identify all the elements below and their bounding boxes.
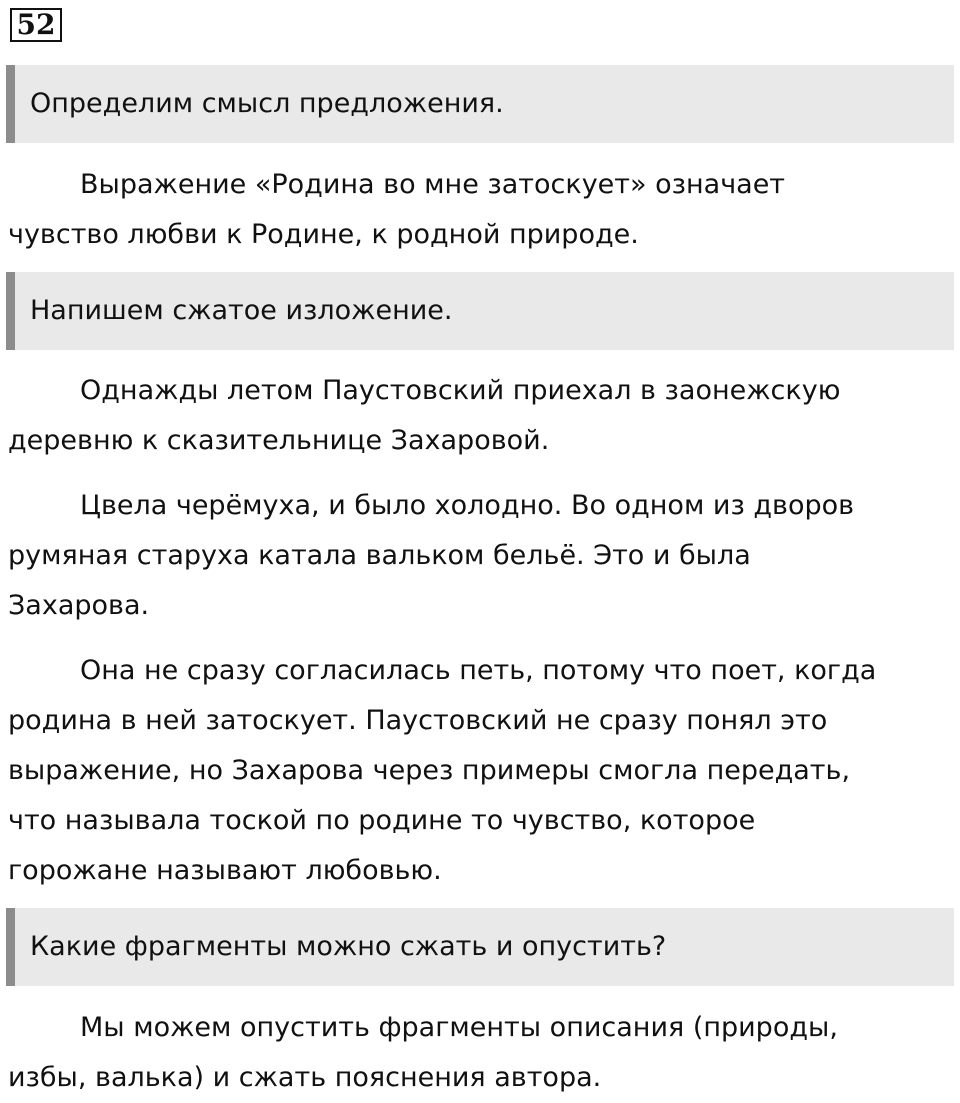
task-number-box <box>10 8 62 42</box>
paragraph-line: Цвела черёмуха, и было холодно. Во одном из дворов <box>80 490 855 521</box>
paragraph <box>8 646 953 896</box>
paragraph-line: горожане называют любовью. <box>8 855 442 886</box>
paragraph-line: румяная старуха катала вальком бельё. Это и была <box>8 540 751 571</box>
paragraph <box>8 1003 953 1103</box>
section-heading: Какие фрагменты можно сжать и опустить? <box>30 931 667 962</box>
paragraph-line: Она не сразу согласилась петь, потому что поет, когда <box>80 655 877 686</box>
paragraph-line: деревню к сказительнице Захаровой. <box>8 425 550 456</box>
task-number: 52 <box>16 8 56 41</box>
paragraph-line: что называла тоской по родине то чувство, которое <box>8 805 756 836</box>
section-heading-bar <box>6 65 954 143</box>
paragraph-line: родина в ней затоскует. Паустовский не сразу понял это <box>8 705 828 736</box>
paragraph <box>8 160 953 260</box>
paragraph-line: избы, валька) и сжать пояснения автора. <box>8 1062 602 1093</box>
section-heading-bar <box>6 272 954 350</box>
paragraph-line: чувство любви к Родине, к родной природе. <box>8 219 639 250</box>
paragraph-line: Однажды летом Паустовский приехал в заонежскую <box>80 375 841 406</box>
paragraph-line: Мы можем опустить фрагменты описания (природы, <box>80 1012 838 1043</box>
paragraph-line: Захарова. <box>8 590 150 621</box>
paragraph <box>8 366 953 466</box>
section-heading: Напишем сжатое изложение. <box>30 295 453 326</box>
section-heading: Определим смысл предложения. <box>30 88 504 119</box>
paragraph <box>8 481 953 631</box>
paragraph-line: выражение, но Захарова через примеры смогла передать, <box>8 755 851 786</box>
section-heading-bar <box>6 908 954 986</box>
paragraph-line: Выражение «Родина во мне затоскует» означает <box>80 169 786 200</box>
